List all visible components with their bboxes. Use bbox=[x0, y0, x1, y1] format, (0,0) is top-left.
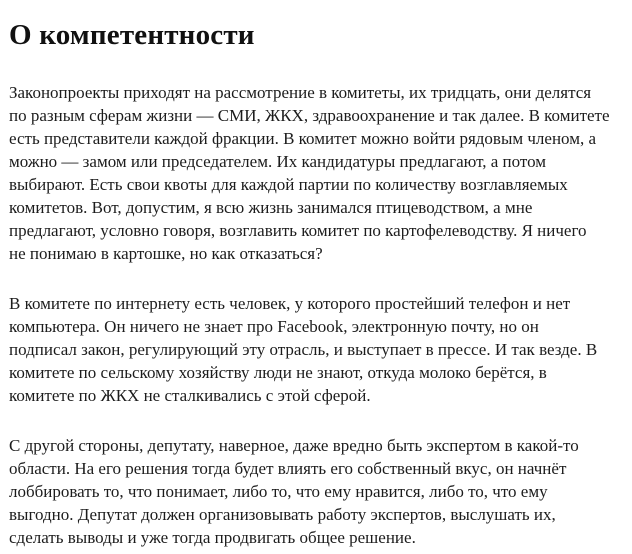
paragraph-line: В комитете по интернету есть человек, у которого простейший телефон и нет bbox=[9, 293, 571, 313]
paragraph bbox=[9, 81, 622, 265]
paragraph-line: предлагают, условно говоря, возглавить комитет по картофелеводству. Я ничего bbox=[9, 220, 587, 240]
paragraph bbox=[9, 434, 622, 549]
paragraph-line: Законопроекты приходят на рассмотрение в комитеты, их тридцать, они делятся bbox=[9, 82, 592, 102]
paragraph-line: выбирают. Есть свои квоты для каждой партии по количеству возглавляемых bbox=[9, 174, 568, 194]
paragraph-line: компьютера. Он ничего не знает про Facebook, электронную почту, но он bbox=[9, 316, 539, 336]
paragraph-line: сделать выводы и уже тогда продвигать общее решение. bbox=[9, 527, 416, 547]
paragraph-line: по разным сферам жизни — СМИ, ЖКХ, здравоохранение и так далее. В комитете bbox=[9, 105, 610, 125]
paragraph-line: не понимаю в картошке, но как отказаться? bbox=[9, 243, 323, 263]
paragraph-line: комитете по сельскому хозяйству люди не знают, откуда молоко берётся, в bbox=[9, 362, 547, 382]
paragraph-line: области. На его решения тогда будет влиять его собственный вкус, он начнёт bbox=[9, 458, 567, 478]
paragraph-line: выгодно. Депутат должен организовывать работу экспертов, выслушать их, bbox=[9, 504, 556, 524]
paragraph-line: комитете по ЖКХ не сталкивались с этой сферой. bbox=[9, 385, 371, 405]
paragraph-line: можно — замом или председателем. Их кандидатуры предлагают, а потом bbox=[9, 151, 547, 171]
paragraph bbox=[9, 292, 622, 407]
page-title: О компетентности bbox=[9, 19, 255, 51]
paragraph-line: лоббировать то, что понимает, либо то, что ему нравится, либо то, что ему bbox=[9, 481, 548, 501]
paragraph-line: комитетов. Вот, допустим, я всю жизнь занимался птицеводством, а мне bbox=[9, 197, 533, 217]
paragraph-line: подписал закон, регулирующий эту отрасль, и выступает в прессе. И так везде. В bbox=[9, 339, 598, 359]
paragraph-line: С другой стороны, депутату, наверное, даже вредно быть экспертом в какой-то bbox=[9, 435, 579, 455]
paragraph-line: есть представители каждой фракции. В комитет можно войти рядовым членом, а bbox=[9, 128, 597, 148]
